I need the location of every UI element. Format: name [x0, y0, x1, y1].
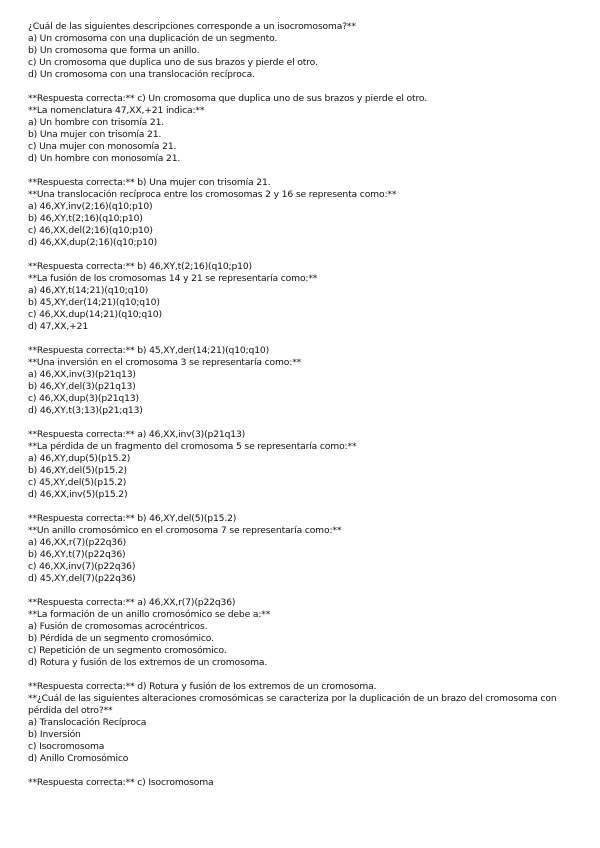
option-c: c) Repetición de un segmento cromosómico.	[28, 645, 227, 656]
option-b: b) 46,XY,del(3)(p21q13)	[28, 381, 136, 392]
option-d: d) 46,XY,t(3;13)(p21;q13)	[28, 405, 143, 416]
question-text: **Una inversión en el cromosoma 3 se representaría como:**	[28, 357, 302, 368]
option-b: b) Un cromosoma que forma un anillo.	[28, 45, 200, 56]
answer-text: **Respuesta correcta:** d) Rotura y fusión de los extremos de un cromosoma.	[28, 681, 377, 692]
answer-text: **Respuesta correcta:** b) 45,XY,der(14;21)(q10;q10)	[28, 345, 270, 356]
option-c: c) 45,XY,del(5)(p15.2)	[28, 477, 127, 488]
question-text: ¿Cuál de las siguientes descripciones corresponde a un isocromosoma?**	[28, 21, 356, 32]
spacer	[28, 417, 573, 429]
option-b: b) 45,XY,der(14;21)(q10;q10)	[28, 297, 160, 308]
option-c: c) 46,XX,dup(14;21)(q10;q10)	[28, 309, 162, 320]
option-b: b) 46,XY,t(2;16)(q10;p10)	[28, 213, 143, 224]
option-c: c) Un cromosoma que duplica uno de sus brazos y pierde el otro.	[28, 57, 318, 68]
question-text: **¿Cuál de las siguientes alteraciones cromosómicas se caracteriza por la duplicación de un brazo del cromosoma con pérdida del otro?**	[28, 693, 560, 716]
answer-text: **Respuesta correcta:** b) Una mujer con trisomía 21.	[28, 177, 271, 188]
option-c: c) Una mujer con monosomía 21.	[28, 141, 177, 152]
question-block-4	[28, 261, 573, 333]
option-c: c) Isocromosoma	[28, 741, 105, 752]
question-block-1	[28, 21, 573, 81]
option-a: a) 46,XX,r(7)(p22q36)	[28, 537, 127, 548]
option-a: a) Un cromosoma con una duplicación de un segmento.	[28, 33, 278, 44]
option-c: c) 46,XX,dup(3)(p21q13)	[28, 393, 139, 404]
question-text: **Una translocación recíproca entre los cromosomas 2 y 16 se representa como:**	[28, 189, 397, 200]
answer-text: **Respuesta correcta:** c) Un cromosoma que duplica uno de sus brazos y pierde el otro.	[28, 93, 427, 104]
answer-text: **Respuesta correcta:** a) 46,XX,inv(3)(p21q13)	[28, 429, 246, 440]
spacer	[28, 333, 573, 345]
spacer	[28, 249, 573, 261]
option-a: a) 46,XY,t(14;21)(q10;q10)	[28, 285, 149, 296]
question-text: **Un anillo cromosómico en el cromosoma 7 se representaría como:**	[28, 525, 342, 536]
question-block-5	[28, 345, 573, 417]
question-block-9	[28, 681, 573, 765]
option-c: c) 46,XX,inv(7)(p22q36)	[28, 561, 136, 572]
spacer	[28, 165, 573, 177]
spacer	[28, 765, 573, 777]
answer-text: **Respuesta correcta:** c) Isocromosoma	[28, 777, 214, 788]
option-b: b) Pérdida de un segmento cromosómico.	[28, 633, 214, 644]
option-c: c) 46,XX,del(2;16)(q10;p10)	[28, 225, 153, 236]
option-d: d) 47,XX,+21	[28, 321, 89, 332]
option-d: d) 46,XX,inv(5)(p15.2)	[28, 489, 128, 500]
final-answer-block	[28, 777, 573, 789]
spacer	[28, 81, 573, 93]
option-a: a) 46,XX,inv(3)(p21q13)	[28, 369, 136, 380]
document-content	[28, 21, 573, 789]
option-d: d) 46,XX,dup(2;16)(q10;p10)	[28, 237, 158, 248]
question-block-3	[28, 177, 573, 249]
option-d: d) Un cromosoma con una translocación recíproca.	[28, 69, 255, 80]
option-a: a) 46,XY,dup(5)(p15.2)	[28, 453, 131, 464]
option-b: b) Una mujer con trisomía 21.	[28, 129, 162, 140]
question-block-6	[28, 429, 573, 501]
spacer	[28, 501, 573, 513]
question-text: **La formación de un anillo cromosómico se debe a:**	[28, 609, 271, 620]
option-b: b) 46,XY,del(5)(p15.2)	[28, 465, 127, 476]
answer-text: **Respuesta correcta:** b) 46,XY,t(2;16)(q10;p10)	[28, 261, 252, 272]
option-d: d) Un hombre con monosomía 21.	[28, 153, 181, 164]
option-a: a) Translocación Recíproca	[28, 717, 147, 728]
option-d: d) Anillo Cromosómico	[28, 753, 129, 764]
answer-text: **Respuesta correcta:** b) 46,XY,del(5)(p15.2)	[28, 513, 237, 524]
question-text: **La nomenclatura 47,XX,+21 indica:**	[28, 105, 205, 116]
question-text: **La pérdida de un fragmento del cromosoma 5 se representaría como:**	[28, 441, 357, 452]
answer-text: **Respuesta correcta:** a) 46,XX,r(7)(p22q36)	[28, 597, 236, 608]
spacer	[28, 585, 573, 597]
option-b: b) Inversión	[28, 729, 81, 740]
spacer	[28, 669, 573, 681]
option-d: d) 45,XY,del(7)(p22q36)	[28, 573, 136, 584]
option-b: b) 46,XY,t(7)(p22q36)	[28, 549, 126, 560]
question-block-2	[28, 93, 573, 165]
question-text: **La fusión de los cromosomas 14 y 21 se representaría como:**	[28, 273, 318, 284]
option-a: a) Un hombre con trisomía 21.	[28, 117, 165, 128]
option-a: a) 46,XY,inv(2;16)(q10;p10)	[28, 201, 153, 212]
question-block-8	[28, 597, 573, 669]
option-d: d) Rotura y fusión de los extremos de un cromosoma.	[28, 657, 268, 668]
question-block-7	[28, 513, 573, 585]
option-a: a) Fusión de cromosomas acrocéntricos.	[28, 621, 208, 632]
